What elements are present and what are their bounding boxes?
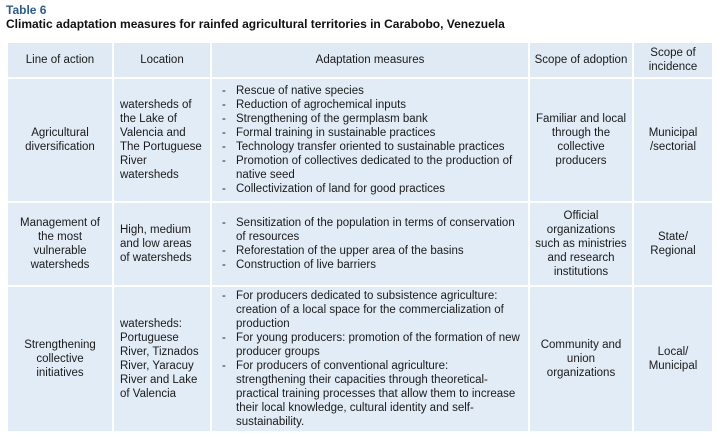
- measure-item: - Promotion of collectives dedicated to the production of native seed: [222, 154, 520, 182]
- line-of-action-cell: Agricultural diversification: [7, 78, 113, 202]
- table-row: [7, 78, 713, 202]
- table-label: Table 6: [6, 3, 47, 17]
- scope-of-incidence-cell: State/ Regional: [633, 202, 713, 286]
- scope-of-adoption-cell: Community and union organizations: [529, 286, 633, 432]
- line-of-action-cell: Strengthening collective initiatives: [7, 286, 113, 432]
- header-scope-of-incidence: Scope of incidence: [633, 42, 713, 78]
- location-cell: watersheds: Portuguese River, Tiznados River, Yaracuy River and Lake of Valencia: [113, 286, 211, 432]
- measures-list: [222, 216, 520, 272]
- header-line-of-action: Line of action: [7, 42, 113, 78]
- location-cell: watersheds of the Lake of Valencia and The Portuguese River watersheds: [113, 78, 211, 202]
- scope-of-incidence-cell: Municipal /sectorial: [633, 78, 713, 202]
- adaptation-measures-table: [6, 41, 714, 433]
- line-of-action-cell: Management of the most vulnerable watersheds: [7, 202, 113, 286]
- location-cell: High, medium and low areas of watersheds: [113, 202, 211, 286]
- measure-item: - Formal training in sustainable practices: [222, 126, 520, 140]
- table-row: [7, 202, 713, 286]
- header-adaptation-measures: Adaptation measures: [211, 42, 529, 78]
- table-caption: [6, 3, 712, 32]
- scope-of-incidence-cell: Local/ Municipal: [633, 286, 713, 432]
- header-scope-of-adoption: Scope of adoption: [529, 42, 633, 78]
- measure-item: - Construction of live barriers: [222, 258, 520, 272]
- table-row: [7, 286, 713, 432]
- measure-item: - Rescue of native species: [222, 84, 520, 98]
- measure-item: - Reforestation of the upper area of the basins: [222, 244, 520, 258]
- measure-item: - Technology transfer oriented to sustainable practices: [222, 140, 520, 154]
- measure-item: - For producers of conventional agriculture: strengthening their capacities through theoretical-practical training processes that allow them to increase their local knowledge, cultural identity and self-sustainability.: [222, 359, 520, 429]
- measures-list: [222, 289, 520, 429]
- table-header-row: [7, 42, 713, 78]
- adaptation-measures-cell: [211, 78, 529, 202]
- measures-list: [222, 84, 520, 196]
- measure-item: - Collectivization of land for good practices: [222, 182, 520, 196]
- measure-item: - Strengthening of the germplasm bank: [222, 112, 520, 126]
- measure-item: - Reduction of agrochemical inputs: [222, 98, 520, 112]
- header-location: Location: [113, 42, 211, 78]
- adaptation-measures-cell: [211, 286, 529, 432]
- table-title: Climatic adaptation measures for rainfed agricultural territories in Carabobo, Venezuela: [6, 17, 505, 31]
- scope-of-adoption-cell: Official organizations such as ministries and research institutions: [529, 202, 633, 286]
- measure-item: - Sensitization of the population in terms of conservation of resources: [222, 216, 520, 244]
- scope-of-adoption-cell: Familiar and local through the collective producers: [529, 78, 633, 202]
- measure-item: - For producers dedicated to subsistence agriculture: creation of a local space for the commercialization of production: [222, 289, 520, 331]
- measure-item: - For young producers: promotion of the formation of new producer groups: [222, 331, 520, 359]
- adaptation-measures-cell: [211, 202, 529, 286]
